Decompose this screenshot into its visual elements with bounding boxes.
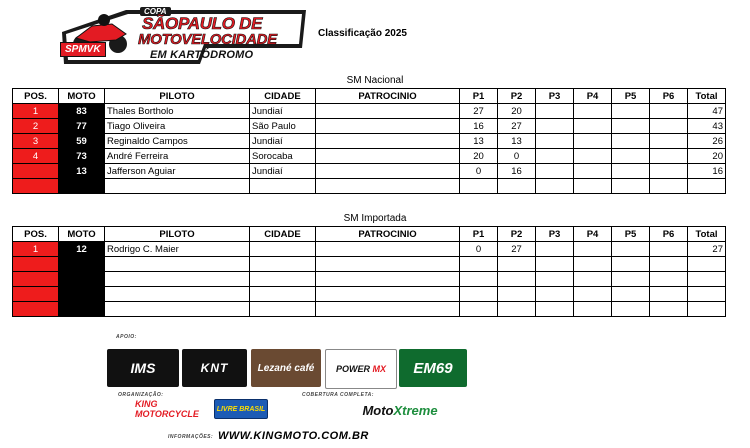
- cell-p4: [574, 242, 612, 257]
- informacoes-label: INFORMAÇÕES:: [168, 434, 214, 440]
- motoxtreme-logo: [340, 401, 460, 419]
- table-row: [13, 164, 726, 179]
- cell-total: [688, 272, 726, 287]
- cell-piloto: [105, 302, 250, 317]
- cell-moto: 59: [59, 134, 105, 149]
- cell-p6: [650, 179, 688, 194]
- cell-pos: [13, 257, 59, 272]
- cell-p5: [612, 149, 650, 164]
- powermx-logo: [325, 349, 397, 389]
- cell-moto: 83: [59, 104, 105, 119]
- standings-table-nacional: [12, 88, 726, 194]
- logo-line-1: SÃOPAULO DE: [142, 14, 263, 33]
- cell-p1: 0: [460, 242, 498, 257]
- cell-piloto: [105, 257, 250, 272]
- cell-p1: 20: [460, 149, 498, 164]
- cell-p3: [536, 287, 574, 302]
- cell-piloto: Jafferson Aguiar: [105, 164, 250, 179]
- cell-patrocinio: [316, 164, 460, 179]
- table-row: [13, 272, 726, 287]
- column-header-total: Total: [688, 227, 726, 242]
- cell-moto: 73: [59, 149, 105, 164]
- cell-patrocinio: [316, 272, 460, 287]
- cell-p4: [574, 272, 612, 287]
- cell-p1: 16: [460, 119, 498, 134]
- logo-line-3: EM KARTÓDROMO: [150, 49, 254, 61]
- cell-moto: 13: [59, 164, 105, 179]
- apoio-label: APOIO:: [116, 334, 137, 340]
- column-header-p1: P1: [460, 227, 498, 242]
- knt-logo: KNT: [182, 349, 247, 387]
- column-header-p5: P5: [612, 89, 650, 104]
- cell-moto: [59, 302, 105, 317]
- event-logo: [56, 4, 312, 66]
- cell-patrocinio: [316, 104, 460, 119]
- cell-p6: [650, 272, 688, 287]
- column-header-p3: P3: [536, 227, 574, 242]
- cell-cidade: [250, 302, 316, 317]
- table-row: [13, 104, 726, 119]
- cell-total: [688, 179, 726, 194]
- cell-p2: 16: [498, 164, 536, 179]
- column-header-cidade: CIDADE: [250, 89, 316, 104]
- cell-p2: [498, 287, 536, 302]
- table-row: [13, 257, 726, 272]
- king-motorcycle-logo: KING MOTORCYCLE: [135, 399, 199, 419]
- cell-total: 27: [688, 242, 726, 257]
- cell-p4: [574, 164, 612, 179]
- cell-p5: [612, 104, 650, 119]
- column-header-p1: P1: [460, 89, 498, 104]
- cell-cidade: [250, 287, 316, 302]
- lezane-logo: Lezané café: [251, 349, 321, 387]
- cell-p4: [574, 119, 612, 134]
- cell-p6: [650, 119, 688, 134]
- cell-p3: [536, 149, 574, 164]
- section-title-importada: SM Importada: [343, 213, 407, 224]
- logo-badge: SPMVK: [60, 42, 106, 57]
- logo-line-2: MOTOVELOCIDADE: [138, 31, 277, 48]
- column-header-p2: P2: [498, 227, 536, 242]
- table-row: [13, 149, 726, 164]
- column-header-piloto: PILOTO: [105, 227, 250, 242]
- organizacao-label: ORGANIZAÇÃO:: [118, 392, 164, 398]
- motoxtreme-text-b: Xtreme: [393, 402, 438, 418]
- column-header-p3: P3: [536, 89, 574, 104]
- column-header-moto: MOTO: [59, 89, 105, 104]
- cell-p1: [460, 179, 498, 194]
- cell-p1: 27: [460, 104, 498, 119]
- table-header-row: [13, 89, 726, 104]
- section-title-nacional: SM Nacional: [346, 75, 404, 86]
- cell-p2: 20: [498, 104, 536, 119]
- cell-patrocinio: [316, 179, 460, 194]
- column-header-p6: P6: [650, 89, 688, 104]
- column-header-p4: P4: [574, 227, 612, 242]
- cell-p3: [536, 164, 574, 179]
- cell-p1: [460, 302, 498, 317]
- cell-p1: [460, 272, 498, 287]
- cell-cidade: [250, 179, 316, 194]
- cell-piloto: [105, 272, 250, 287]
- column-header-p2: P2: [498, 89, 536, 104]
- table-row: [13, 179, 726, 194]
- cell-patrocinio: [316, 242, 460, 257]
- cell-total: [688, 287, 726, 302]
- website-link[interactable]: WWW.KINGMOTO.COM.BR: [218, 430, 369, 442]
- cell-cidade: [250, 272, 316, 287]
- cell-p3: [536, 104, 574, 119]
- cell-piloto: [105, 287, 250, 302]
- table-row: [13, 302, 726, 317]
- cell-p6: [650, 242, 688, 257]
- cell-p3: [536, 302, 574, 317]
- cell-p4: [574, 302, 612, 317]
- cell-total: 47: [688, 104, 726, 119]
- cell-moto: [59, 257, 105, 272]
- cell-piloto: [105, 179, 250, 194]
- cell-p3: [536, 179, 574, 194]
- cell-p6: [650, 164, 688, 179]
- cell-cidade: Jundiaí: [250, 164, 316, 179]
- motoxtreme-text-a: Moto: [362, 402, 394, 418]
- cell-total: [688, 302, 726, 317]
- cell-p3: [536, 242, 574, 257]
- logo-copa-text: COPA: [140, 7, 171, 16]
- cell-p2: [498, 302, 536, 317]
- cell-p1: [460, 257, 498, 272]
- cell-p2: 27: [498, 119, 536, 134]
- table-row: [13, 134, 726, 149]
- cell-total: [688, 257, 726, 272]
- powermx-text-a: POWER: [335, 364, 370, 374]
- cell-piloto: Thales Bortholo: [105, 104, 250, 119]
- cell-p2: 27: [498, 242, 536, 257]
- cell-p6: [650, 302, 688, 317]
- cell-patrocinio: [316, 149, 460, 164]
- cell-pos: [13, 302, 59, 317]
- cell-p2: 0: [498, 149, 536, 164]
- cell-p5: [612, 257, 650, 272]
- cell-total: 26: [688, 134, 726, 149]
- cell-pos: 2: [13, 119, 59, 134]
- cell-p2: [498, 272, 536, 287]
- table-header-row: [13, 227, 726, 242]
- table-row: [13, 287, 726, 302]
- cell-piloto: Rodrigo C. Maier: [105, 242, 250, 257]
- cell-p2: [498, 179, 536, 194]
- cell-p4: [574, 104, 612, 119]
- standings-table-importada: [12, 226, 726, 317]
- cell-pos: [13, 272, 59, 287]
- column-header-patrocinio: PATROCINIO: [316, 227, 460, 242]
- cell-p5: [612, 164, 650, 179]
- column-header-p6: P6: [650, 227, 688, 242]
- cell-patrocinio: [316, 302, 460, 317]
- cell-p4: [574, 179, 612, 194]
- cell-p2: [498, 257, 536, 272]
- column-header-patrocinio: PATROCINIO: [316, 89, 460, 104]
- column-header-pos: POS.: [13, 89, 59, 104]
- column-header-total: Total: [688, 89, 726, 104]
- cell-patrocinio: [316, 134, 460, 149]
- cell-moto: [59, 179, 105, 194]
- cell-patrocinio: [316, 287, 460, 302]
- cell-p3: [536, 272, 574, 287]
- cell-p5: [612, 134, 650, 149]
- em69-logo: EM69: [399, 349, 467, 387]
- cell-p5: [612, 272, 650, 287]
- cell-p4: [574, 149, 612, 164]
- cell-p5: [612, 179, 650, 194]
- column-header-cidade: CIDADE: [250, 227, 316, 242]
- powermx-text-b: MX: [372, 364, 387, 374]
- cell-p1: 13: [460, 134, 498, 149]
- cell-moto: 12: [59, 242, 105, 257]
- cell-total: 43: [688, 119, 726, 134]
- cell-pos: 1: [13, 104, 59, 119]
- cell-p6: [650, 134, 688, 149]
- cell-pos: 3: [13, 134, 59, 149]
- column-header-piloto: PILOTO: [105, 89, 250, 104]
- cell-moto: [59, 272, 105, 287]
- cell-cidade: [250, 242, 316, 257]
- cell-moto: 77: [59, 119, 105, 134]
- ims-logo: IMS: [107, 349, 179, 387]
- cell-p4: [574, 134, 612, 149]
- column-header-moto: MOTO: [59, 227, 105, 242]
- cell-p5: [612, 119, 650, 134]
- column-header-p5: P5: [612, 227, 650, 242]
- table-row: [13, 242, 726, 257]
- cell-p5: [612, 242, 650, 257]
- cell-cidade: São Paulo: [250, 119, 316, 134]
- cell-patrocinio: [316, 257, 460, 272]
- cobertura-label: COBERTURA COMPLETA:: [302, 392, 374, 398]
- cell-p2: 13: [498, 134, 536, 149]
- cell-piloto: Tiago Oliveira: [105, 119, 250, 134]
- cell-p3: [536, 119, 574, 134]
- cell-moto: [59, 287, 105, 302]
- cell-patrocinio: [316, 119, 460, 134]
- cell-pos: [13, 164, 59, 179]
- cell-total: 20: [688, 149, 726, 164]
- cell-piloto: Reginaldo Campos: [105, 134, 250, 149]
- cell-cidade: Sorocaba: [250, 149, 316, 164]
- cell-p3: [536, 257, 574, 272]
- cell-p5: [612, 287, 650, 302]
- cell-p3: [536, 134, 574, 149]
- column-header-pos: POS.: [13, 227, 59, 242]
- column-header-p4: P4: [574, 89, 612, 104]
- cell-p4: [574, 257, 612, 272]
- classification-title: Classificação 2025: [318, 28, 407, 39]
- cell-p4: [574, 287, 612, 302]
- cell-p6: [650, 287, 688, 302]
- cell-total: 16: [688, 164, 726, 179]
- livre-brasil-logo: LIVRE BRASIL: [214, 399, 268, 419]
- cell-pos: 1: [13, 242, 59, 257]
- cell-p5: [612, 302, 650, 317]
- cell-cidade: [250, 257, 316, 272]
- cell-pos: 4: [13, 149, 59, 164]
- cell-p1: 0: [460, 164, 498, 179]
- cell-pos: [13, 179, 59, 194]
- cell-p6: [650, 149, 688, 164]
- table-row: [13, 119, 726, 134]
- cell-p1: [460, 287, 498, 302]
- cell-piloto: André Ferreira: [105, 149, 250, 164]
- cell-p6: [650, 257, 688, 272]
- cell-p6: [650, 104, 688, 119]
- cell-pos: [13, 287, 59, 302]
- cell-cidade: Jundiaí: [250, 134, 316, 149]
- cell-cidade: Jundiaí: [250, 104, 316, 119]
